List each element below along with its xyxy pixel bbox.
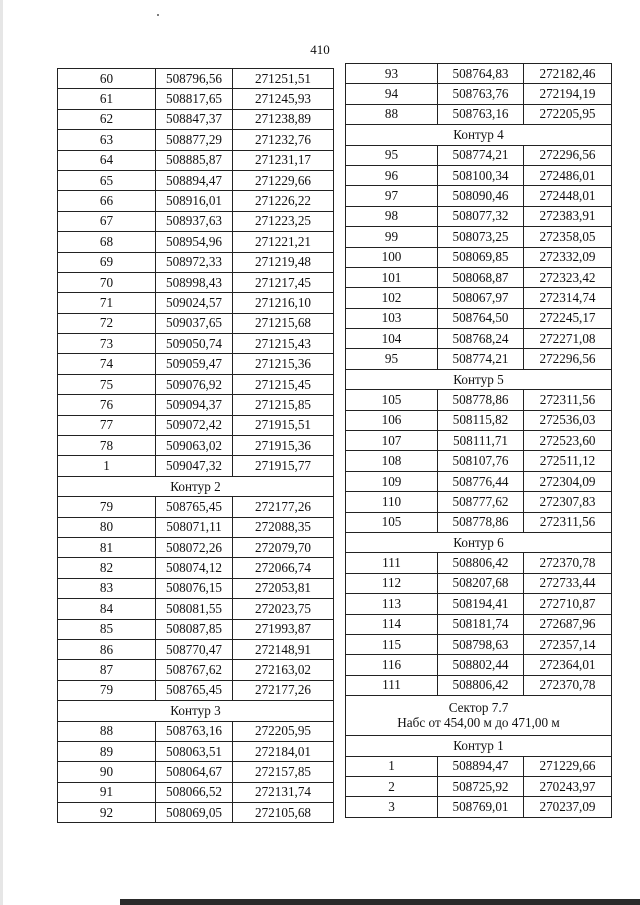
coordinate-x: 508765,45 xyxy=(156,680,233,700)
coordinate-x: 508071,11 xyxy=(156,517,233,537)
coordinate-x: 508077,32 xyxy=(438,206,524,226)
coordinate-y: 272184,01 xyxy=(233,741,334,761)
point-number: 88 xyxy=(58,721,156,741)
coordinate-x: 508777,62 xyxy=(438,492,524,512)
coordinate-y: 271215,45 xyxy=(233,374,334,394)
point-number: 61 xyxy=(58,89,156,109)
coordinates-table-right xyxy=(345,63,612,818)
coordinate-x: 508806,42 xyxy=(438,675,524,695)
contour-header: Контур 5 xyxy=(346,369,612,389)
point-number: 88 xyxy=(346,104,438,124)
contour-header: Контур 1 xyxy=(346,736,612,756)
coordinate-y: 272023,75 xyxy=(233,599,334,619)
coordinate-y: 272357,14 xyxy=(524,634,612,654)
coordinate-y: 271915,36 xyxy=(233,436,334,456)
table-row xyxy=(58,721,334,741)
coordinate-x: 508100,34 xyxy=(438,165,524,185)
coordinate-y: 272245,17 xyxy=(524,308,612,328)
coordinate-y: 272307,83 xyxy=(524,492,612,512)
coordinate-y: 271217,45 xyxy=(233,272,334,292)
table-row xyxy=(346,655,612,675)
coordinate-y: 271232,76 xyxy=(233,130,334,150)
table-row xyxy=(346,594,612,614)
point-number: 103 xyxy=(346,308,438,328)
coordinate-y: 272296,56 xyxy=(524,349,612,369)
point-number: 67 xyxy=(58,211,156,231)
table-row xyxy=(346,247,612,267)
point-number: 1 xyxy=(58,456,156,476)
table-row xyxy=(58,599,334,619)
coordinate-y: 271215,85 xyxy=(233,395,334,415)
coordinate-y: 272370,78 xyxy=(524,553,612,573)
coordinate-x: 508806,42 xyxy=(438,553,524,573)
coordinate-y: 272687,96 xyxy=(524,614,612,634)
point-number: 108 xyxy=(346,451,438,471)
coordinate-x: 508885,87 xyxy=(156,150,233,170)
coordinate-y: 272131,74 xyxy=(233,782,334,802)
point-number: 82 xyxy=(58,558,156,578)
coordinate-x: 508115,82 xyxy=(438,410,524,430)
coordinate-y: 272205,95 xyxy=(524,104,612,124)
table-row xyxy=(58,130,334,150)
coordinate-x: 508998,43 xyxy=(156,272,233,292)
point-number: 79 xyxy=(58,497,156,517)
point-number: 69 xyxy=(58,252,156,272)
table-row xyxy=(58,619,334,639)
table-row xyxy=(58,272,334,292)
coordinate-x: 508877,29 xyxy=(156,130,233,150)
coordinate-y: 271231,17 xyxy=(233,150,334,170)
table-row xyxy=(346,553,612,573)
coordinate-x: 508073,25 xyxy=(438,227,524,247)
coordinate-x: 508763,16 xyxy=(438,104,524,124)
table-row xyxy=(58,211,334,231)
coordinate-y: 272332,09 xyxy=(524,247,612,267)
coordinate-y: 272296,56 xyxy=(524,145,612,165)
table-row xyxy=(58,89,334,109)
point-number: 80 xyxy=(58,517,156,537)
coordinate-y: 272523,60 xyxy=(524,431,612,451)
point-number: 83 xyxy=(58,578,156,598)
coordinate-x: 508076,15 xyxy=(156,578,233,598)
point-number: 105 xyxy=(346,390,438,410)
table-row xyxy=(346,675,612,695)
coordinate-x: 508069,05 xyxy=(156,803,233,823)
table-row xyxy=(58,191,334,211)
table-row xyxy=(346,288,612,308)
point-number: 1 xyxy=(346,756,438,776)
point-number: 72 xyxy=(58,313,156,333)
table-row xyxy=(58,537,334,557)
coordinate-y: 272710,87 xyxy=(524,594,612,614)
point-number: 85 xyxy=(58,619,156,639)
table-row xyxy=(58,762,334,782)
point-number: 68 xyxy=(58,232,156,252)
coordinate-x: 508072,26 xyxy=(156,537,233,557)
coordinate-y: 272448,01 xyxy=(524,186,612,206)
table-row xyxy=(346,634,612,654)
coordinate-x: 509059,47 xyxy=(156,354,233,374)
contour-header-row xyxy=(58,476,334,496)
table-row xyxy=(346,84,612,104)
coordinate-x: 508778,86 xyxy=(438,512,524,532)
point-number: 60 xyxy=(58,69,156,89)
table-row xyxy=(346,431,612,451)
point-number: 104 xyxy=(346,329,438,349)
point-number: 79 xyxy=(58,680,156,700)
coordinate-x: 509094,37 xyxy=(156,395,233,415)
coordinate-x: 508111,71 xyxy=(438,431,524,451)
point-number: 112 xyxy=(346,573,438,593)
coordinate-y: 270243,97 xyxy=(524,776,612,796)
table-row xyxy=(346,573,612,593)
coordinate-y: 272311,56 xyxy=(524,390,612,410)
coordinate-y: 272177,26 xyxy=(233,497,334,517)
table-row xyxy=(58,334,334,354)
coordinate-x: 508067,97 xyxy=(438,288,524,308)
coordinate-x: 508770,47 xyxy=(156,639,233,659)
contour-header: Контур 2 xyxy=(58,476,334,496)
coordinate-x: 508763,16 xyxy=(156,721,233,741)
coordinate-x: 509047,32 xyxy=(156,456,233,476)
coordinate-x: 508769,01 xyxy=(438,797,524,817)
point-number: 109 xyxy=(346,471,438,491)
coordinate-y: 271229,66 xyxy=(524,756,612,776)
coordinate-x: 508802,44 xyxy=(438,655,524,675)
contour-header: Контур 4 xyxy=(346,125,612,145)
point-number: 89 xyxy=(58,741,156,761)
coordinate-y: 271245,93 xyxy=(233,89,334,109)
table-row xyxy=(346,64,612,84)
point-number: 110 xyxy=(346,492,438,512)
coordinate-y: 272304,09 xyxy=(524,471,612,491)
coordinate-x: 508068,87 xyxy=(438,267,524,287)
coordinate-y: 272157,85 xyxy=(233,762,334,782)
table-row xyxy=(58,252,334,272)
coordinate-x: 508847,37 xyxy=(156,109,233,129)
table-row xyxy=(346,329,612,349)
coordinate-x: 508798,63 xyxy=(438,634,524,654)
coordinate-x: 508765,45 xyxy=(156,497,233,517)
point-number: 63 xyxy=(58,130,156,150)
coordinate-x: 509050,74 xyxy=(156,334,233,354)
coordinate-x: 508081,55 xyxy=(156,599,233,619)
coordinate-y: 272311,56 xyxy=(524,512,612,532)
coordinate-y: 272358,05 xyxy=(524,227,612,247)
table-row xyxy=(58,109,334,129)
table-row xyxy=(346,756,612,776)
coordinate-y: 271215,68 xyxy=(233,313,334,333)
table-row xyxy=(58,517,334,537)
coordinate-x: 509076,92 xyxy=(156,374,233,394)
contour-header-row xyxy=(346,369,612,389)
table-row xyxy=(58,395,334,415)
point-number: 102 xyxy=(346,288,438,308)
coordinate-y: 271993,87 xyxy=(233,619,334,639)
coordinate-x: 508087,85 xyxy=(156,619,233,639)
table-row xyxy=(58,436,334,456)
coordinate-y: 272053,81 xyxy=(233,578,334,598)
coordinate-y: 272370,78 xyxy=(524,675,612,695)
coordinate-y: 272079,70 xyxy=(233,537,334,557)
coordinate-x: 508972,33 xyxy=(156,252,233,272)
point-number: 101 xyxy=(346,267,438,287)
point-number: 90 xyxy=(58,762,156,782)
coordinate-y: 272066,74 xyxy=(233,558,334,578)
coordinate-y: 271915,51 xyxy=(233,415,334,435)
page-number: 410 xyxy=(310,42,330,57)
coordinate-y: 272314,74 xyxy=(524,288,612,308)
point-number: 77 xyxy=(58,415,156,435)
contour-header: Контур 3 xyxy=(58,701,334,721)
table-row xyxy=(346,410,612,430)
coordinate-y: 272182,46 xyxy=(524,64,612,84)
coordinate-x: 509063,02 xyxy=(156,436,233,456)
coordinate-x: 508063,51 xyxy=(156,741,233,761)
point-number: 2 xyxy=(346,776,438,796)
table-row xyxy=(58,69,334,89)
point-number: 107 xyxy=(346,431,438,451)
table-row xyxy=(346,308,612,328)
point-number: 71 xyxy=(58,293,156,313)
point-number: 100 xyxy=(346,247,438,267)
coordinate-y: 272163,02 xyxy=(233,660,334,680)
contour-header: Контур 6 xyxy=(346,532,612,552)
table-row xyxy=(346,451,612,471)
point-number: 94 xyxy=(346,84,438,104)
coordinate-y: 271226,22 xyxy=(233,191,334,211)
coordinate-x: 508778,86 xyxy=(438,390,524,410)
coordinate-x: 508774,21 xyxy=(438,349,524,369)
table-row xyxy=(58,680,334,700)
table-row xyxy=(58,782,334,802)
coordinate-y: 272733,44 xyxy=(524,573,612,593)
table-row xyxy=(58,354,334,374)
coordinate-y: 271221,21 xyxy=(233,232,334,252)
coordinate-x: 509072,42 xyxy=(156,415,233,435)
point-number: 115 xyxy=(346,634,438,654)
coordinate-x: 508064,67 xyxy=(156,762,233,782)
coordinate-y: 272088,35 xyxy=(233,517,334,537)
coordinates-table-left xyxy=(57,68,334,823)
coordinate-y: 272148,91 xyxy=(233,639,334,659)
coordinate-x: 508916,01 xyxy=(156,191,233,211)
table-row xyxy=(58,293,334,313)
coordinate-x: 509024,57 xyxy=(156,293,233,313)
coordinate-x: 508764,50 xyxy=(438,308,524,328)
coordinate-y: 272271,08 xyxy=(524,329,612,349)
table-row xyxy=(58,803,334,823)
point-number: 116 xyxy=(346,655,438,675)
point-number: 76 xyxy=(58,395,156,415)
table-row xyxy=(346,797,612,817)
coordinate-x: 508107,76 xyxy=(438,451,524,471)
coordinate-y: 271251,51 xyxy=(233,69,334,89)
table-row xyxy=(346,186,612,206)
coordinate-y: 271238,89 xyxy=(233,109,334,129)
point-number: 87 xyxy=(58,660,156,680)
table-row xyxy=(346,145,612,165)
coordinate-x: 508074,12 xyxy=(156,558,233,578)
contour-header-row xyxy=(346,532,612,552)
coordinate-y: 272194,19 xyxy=(524,84,612,104)
point-number: 105 xyxy=(346,512,438,532)
coordinate-x: 508776,44 xyxy=(438,471,524,491)
coordinate-x: 508796,56 xyxy=(156,69,233,89)
sector-range: Набс от 454,00 м до 471,00 м xyxy=(397,715,560,731)
point-number: 81 xyxy=(58,537,156,557)
sector-title: Сектор 7.7 xyxy=(448,700,509,716)
sector-row xyxy=(346,696,612,736)
coordinate-y: 272511,12 xyxy=(524,451,612,471)
table-row xyxy=(346,206,612,226)
table-row xyxy=(346,165,612,185)
contour-header-row xyxy=(346,736,612,756)
contour-header-row xyxy=(346,125,612,145)
table-row xyxy=(58,497,334,517)
coordinate-y: 272205,95 xyxy=(233,721,334,741)
coordinate-x: 508767,62 xyxy=(156,660,233,680)
point-number: 114 xyxy=(346,614,438,634)
coordinate-x: 508817,65 xyxy=(156,89,233,109)
point-number: 95 xyxy=(346,145,438,165)
table-row xyxy=(58,660,334,680)
table-row xyxy=(346,512,612,532)
coordinate-y: 270237,09 xyxy=(524,797,612,817)
point-number: 3 xyxy=(346,797,438,817)
table-row xyxy=(346,471,612,491)
table-row xyxy=(58,456,334,476)
table-row xyxy=(58,558,334,578)
coordinate-y: 271219,48 xyxy=(233,252,334,272)
table-row xyxy=(58,232,334,252)
point-number: 66 xyxy=(58,191,156,211)
table-row xyxy=(58,150,334,170)
coordinate-x: 508774,21 xyxy=(438,145,524,165)
table-row xyxy=(58,415,334,435)
sector-caption xyxy=(346,696,612,736)
point-number: 95 xyxy=(346,349,438,369)
coordinate-y: 271915,77 xyxy=(233,456,334,476)
coordinate-y: 271223,25 xyxy=(233,211,334,231)
point-number: 113 xyxy=(346,594,438,614)
coordinate-x: 508764,83 xyxy=(438,64,524,84)
point-number: 91 xyxy=(58,782,156,802)
scan-speck xyxy=(157,14,159,16)
coordinate-y: 271229,66 xyxy=(233,170,334,190)
point-number: 75 xyxy=(58,374,156,394)
table-row xyxy=(346,227,612,247)
table-row xyxy=(346,492,612,512)
point-number: 84 xyxy=(58,599,156,619)
table-row xyxy=(346,349,612,369)
table-row xyxy=(58,170,334,190)
coordinate-x: 508069,85 xyxy=(438,247,524,267)
point-number: 78 xyxy=(58,436,156,456)
point-number: 64 xyxy=(58,150,156,170)
table-row xyxy=(346,614,612,634)
coordinate-x: 508768,24 xyxy=(438,329,524,349)
point-number: 106 xyxy=(346,410,438,430)
coordinate-y: 272105,68 xyxy=(233,803,334,823)
coordinate-x: 508763,76 xyxy=(438,84,524,104)
table-row xyxy=(58,639,334,659)
point-number: 93 xyxy=(346,64,438,84)
coordinate-y: 271216,10 xyxy=(233,293,334,313)
coordinate-x: 508090,46 xyxy=(438,186,524,206)
point-number: 73 xyxy=(58,334,156,354)
point-number: 74 xyxy=(58,354,156,374)
table-row xyxy=(346,776,612,796)
point-number: 99 xyxy=(346,227,438,247)
coordinate-x: 508066,52 xyxy=(156,782,233,802)
coordinate-x: 508725,92 xyxy=(438,776,524,796)
coordinate-x: 508937,63 xyxy=(156,211,233,231)
coordinate-x: 508894,47 xyxy=(438,756,524,776)
scan-edge xyxy=(0,0,3,905)
table-row xyxy=(346,267,612,287)
point-number: 62 xyxy=(58,109,156,129)
point-number: 70 xyxy=(58,272,156,292)
coordinate-x: 508194,41 xyxy=(438,594,524,614)
coordinate-y: 272177,26 xyxy=(233,680,334,700)
contour-header-row xyxy=(58,701,334,721)
table-row xyxy=(58,578,334,598)
point-number: 96 xyxy=(346,165,438,185)
coordinate-x: 508207,68 xyxy=(438,573,524,593)
coordinate-x: 508954,96 xyxy=(156,232,233,252)
coordinate-y: 271215,36 xyxy=(233,354,334,374)
point-number: 98 xyxy=(346,206,438,226)
scan-bottom-edge xyxy=(120,899,640,905)
table-row xyxy=(58,374,334,394)
coordinate-y: 272323,42 xyxy=(524,267,612,287)
coordinate-y: 272383,91 xyxy=(524,206,612,226)
table-row xyxy=(58,313,334,333)
coordinate-x: 508894,47 xyxy=(156,170,233,190)
coordinate-x: 508181,74 xyxy=(438,614,524,634)
table-row xyxy=(346,104,612,124)
coordinate-x: 509037,65 xyxy=(156,313,233,333)
point-number: 86 xyxy=(58,639,156,659)
coordinate-y: 271215,43 xyxy=(233,334,334,354)
point-number: 111 xyxy=(346,675,438,695)
point-number: 92 xyxy=(58,803,156,823)
coordinate-y: 272486,01 xyxy=(524,165,612,185)
point-number: 97 xyxy=(346,186,438,206)
point-number: 111 xyxy=(346,553,438,573)
coordinate-y: 272364,01 xyxy=(524,655,612,675)
table-row xyxy=(58,741,334,761)
coordinate-y: 272536,03 xyxy=(524,410,612,430)
table-row xyxy=(346,390,612,410)
point-number: 65 xyxy=(58,170,156,190)
